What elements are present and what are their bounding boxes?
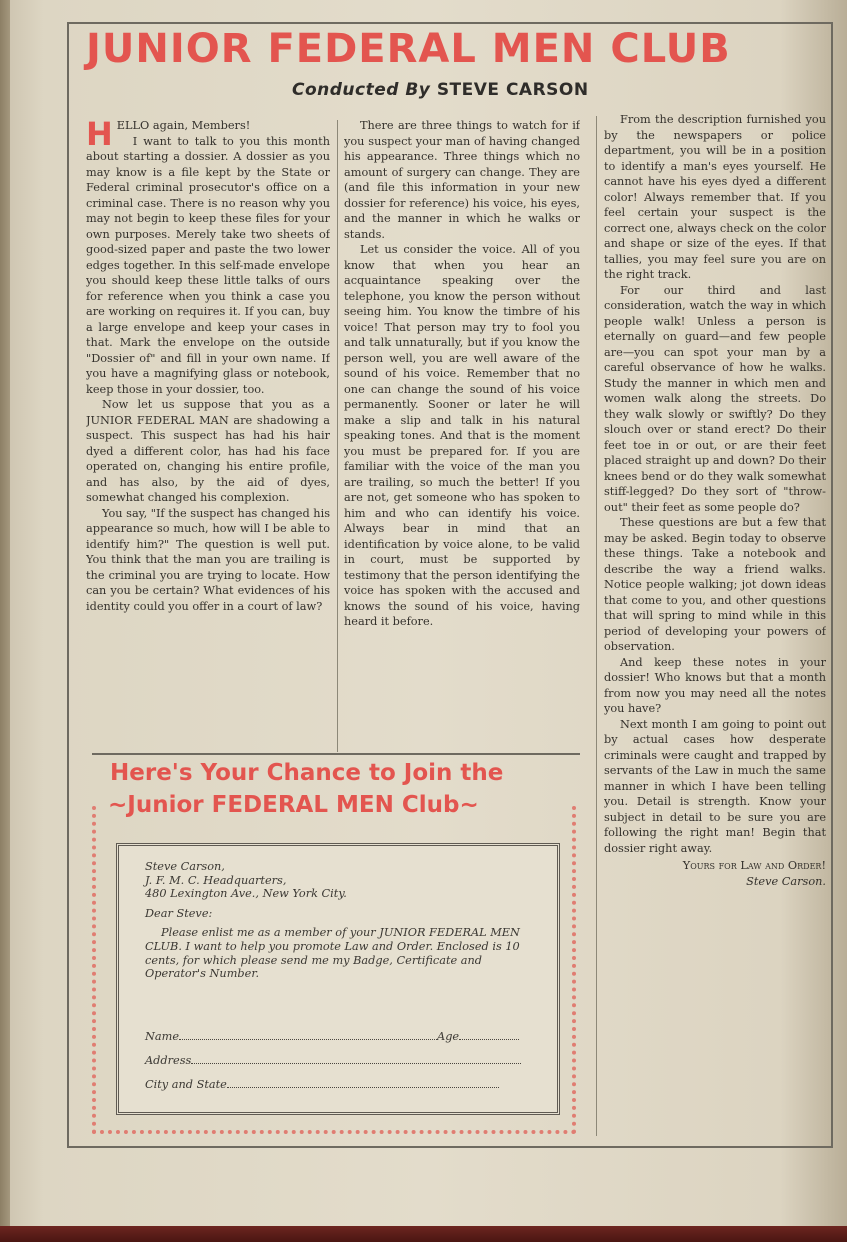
- coupon-name-field[interactable]: [145, 1030, 535, 1043]
- address-line[interactable]: [191, 1054, 521, 1064]
- signoff: Yours for Law and Order!: [682, 859, 826, 872]
- article-paragraph: And keep these notes in your dossier! Who knows but that a month from now you may need all the notes you have?: [604, 655, 826, 715]
- coupon-address-field[interactable]: [145, 1054, 535, 1067]
- article-paragraph: Let us consider the voice. All of you know that when you hear an acquaintance speaking over the telephone, you know the person without seeing him. You know the timbre of his voice! That person may try to fool you and talk unnaturally, but if you know the person well, you are well aware of the sound of his voice. Remember that no one can change the sound of his voice permanently. Sooner or later he will make a slip and talk in his natural speaking tones. And that is the moment you must be prepared for. If you are familiar with the voice of the man you are trailing, so much the better! If you are not, get someone who has spoken to him and who can identify his voice. Always bear in mind that an identification by voice alone, to be valid in court, must be supported by testimony that the person identifying the voice has spoken with the accused and knows the sound of his voice, having heard it before.: [344, 243, 580, 628]
- article-paragraph: There are three things to watch for if you suspect your man of having changed his appearance. Three things which no amount of surgery can change. They are (and file this information in your new dossier for reference) his voice, his eyes, and the manner in which he walks or stands.: [344, 119, 580, 241]
- coupon-body: Please enlist me as a member of your JUNIOR FEDERAL MEN CLUB. I want to help you promote Law and Order. Enclosed is 10 cents, for which please send me my Badge, Certificate and Operator's Number.: [145, 926, 520, 981]
- article-column-2: [344, 118, 580, 754]
- coupon-address-line: J. F. M. C. Headquarters,: [145, 873, 287, 887]
- age-line[interactable]: [459, 1030, 519, 1040]
- name-label: Name: [145, 1030, 180, 1043]
- article-paragraph: Now let us suppose that you as a JUNIOR FEDERAL MAN are shadowing a suspect. This suspect has had his hair dyed a different color, has had his face operated on, changing his entire profile, and has also, by the aid of dyes, somewhat changed his complexion.: [86, 398, 330, 504]
- city-label: City and State: [145, 1078, 227, 1091]
- coupon-address-line: Steve Carson,: [145, 860, 225, 873]
- page-title: JUNIOR FEDERAL MEN CLUB: [86, 26, 731, 72]
- drop-cap: H: [86, 118, 113, 153]
- byline-prefix: Conducted By: [292, 80, 431, 100]
- article-column-1: [86, 118, 330, 754]
- coupon-salutation: Dear Steve:: [145, 906, 213, 920]
- join-heading-line-1: Here's Your Chance to Join the: [110, 760, 504, 786]
- signature: Steve Carson.: [746, 874, 826, 888]
- city-line[interactable]: [227, 1078, 499, 1088]
- article-column-3: [604, 112, 826, 1144]
- section-rule: [92, 753, 580, 755]
- column-divider: [337, 120, 338, 752]
- byline: [292, 80, 589, 100]
- coupon-address-line: 480 Lexington Ave., New York City.: [145, 887, 347, 901]
- article-paragraph: For our third and last consideration, watch the way in which people walk! Unless a person is eternally on guard—and few people are—you can spot your man by a careful observance of how he walks. Study the manner in which men and women walk along the streets. Do they walk slowly or swiftly? Do they slouch over or stand erect? Do their feet toe in or out, or are their feet placed straight up and down? Do their knees bend or do they walk somewhat stiff-legged? Do they sort of "throw-out" their feet as some people do?: [604, 283, 826, 514]
- article-paragraph: These questions are but a few that may be asked. Begin today to observe these things. Take a notebook and describe the way a friend walks. Notice people walking; jot down ideas that come to you, and other questions that will spring to mind while in this period of developing your powers of observation.: [604, 516, 826, 653]
- article-paragraph: You say, "If the suspect has changed his appearance so much, how will I be able to identify him?" The question is well put. You think that the man you are trailing is the criminal you are trying to locate. How can you be certain? What evidences of his identity could you offer in a court of law?: [86, 506, 330, 613]
- page-edge: [0, 1226, 847, 1242]
- age-label: Age: [437, 1030, 460, 1043]
- membership-coupon: [116, 843, 560, 1115]
- article-paragraph: HELLO again, Members!: [86, 118, 251, 153]
- byline-name: STEVE CARSON: [436, 80, 589, 100]
- article-paragraph: Next month I am going to point out by actual cases how desperate criminals were caught and trapped by servants of the Law in much the same manner in which I have been telling you. Detail is strength. Know your subject in detail to be sure you are following the right man! Begin that dossier right away.: [604, 717, 826, 855]
- coupon-city-field[interactable]: [145, 1078, 535, 1091]
- article-paragraph: I want to talk to you this month about starting a dossier. A dossier as you may know is a file kept by the State or Federal criminal prosecutor's office on a criminal case. There is no reason why you may not begin to keep these files for your own purposes. Merely take two sheets of good-sized paper and paste the two lower edges together. In this self-made envelope you should keep these little talks of ours for reference when you think a case you are working on requires it. If you can, buy a large envelope and keep your cases in that. Mark the envelope on the outside "Dossier of" and fill in your own name. If you have a magnifying glass or notebook, keep those in your dossier, too.: [86, 134, 330, 396]
- article-paragraph: From the description furnished you by the newspapers or police department, you will be in a position to identify a man's eyes yourself. He cannot have his eyes dyed a different color! Always remember that. If you feel certain your suspect is the correct one, always check on the color and shape or size of the eyes. If that tallies, you may feel sure you are on the right track.: [604, 113, 826, 281]
- join-heading-line-2: ~Junior FEDERAL MEN Club~: [108, 792, 479, 818]
- name-line[interactable]: [179, 1030, 437, 1040]
- address-label: Address: [145, 1054, 192, 1067]
- column-divider: [596, 116, 597, 1136]
